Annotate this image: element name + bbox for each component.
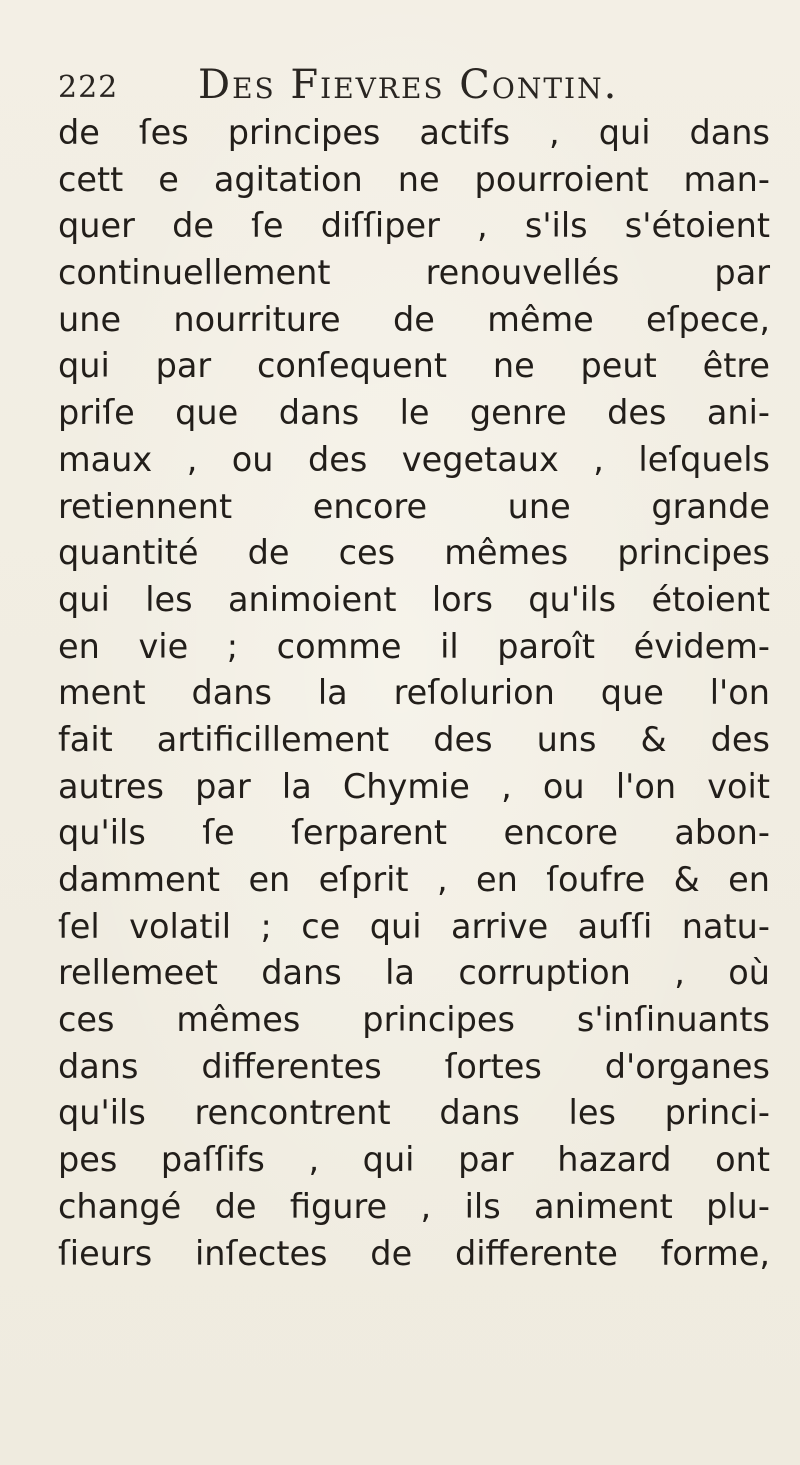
text-line: quer de ſe diſſiper , s'ils s'étoient (58, 206, 770, 246)
text-line: ſieurs inſectes de differente forme, (58, 1233, 770, 1273)
text-line: pes paſſifs , qui par hazard ont (58, 1140, 770, 1180)
text-line: en vie ; comme il paroît évidem- (58, 626, 770, 666)
text-line: une nourriture de même eſpece, (58, 299, 770, 339)
text-line: damment en eſprit , en ſoufre & en (58, 860, 770, 899)
text-line: cett e agitation ne pourroient man- (58, 159, 770, 199)
text-line: ſel volatil ; ce qui arrive auſſi natu- (58, 906, 770, 946)
text-line: qui les animoient lors qu'ils étoient (58, 579, 770, 619)
body-text (58, 110, 770, 1277)
text-line: autres par la Chymie , ou l'on voit (58, 766, 770, 806)
page-header (58, 62, 738, 112)
text-line: qui par conſequent ne peut être (58, 346, 770, 386)
text-line: dans differentes ſortes d'organes (58, 1046, 770, 1086)
text-line: qu'ils ſe ſerparent encore abon- (58, 813, 770, 853)
text-line: ment dans la reſolurion que l'on (58, 673, 770, 713)
text-line: changé de figure , ils animent plu- (58, 1186, 770, 1226)
text-line: maux , ou des vegetaux , leſquels (58, 439, 770, 479)
text-line: rellemeet dans la corruption , où (58, 953, 770, 993)
text-line: de ſes principes actifs , qui dans (58, 113, 770, 152)
text-line: quantité de ces mêmes principes (58, 533, 770, 573)
text-line: continuellement renouvellés par (58, 253, 770, 293)
page-number: 222 (58, 70, 119, 105)
text-line: retiennent encore une grande (58, 486, 770, 526)
text-line: qu'ils rencontrent dans les princi- (58, 1093, 770, 1133)
text-line: fait artificillement des uns & des (58, 719, 770, 759)
running-title: Des Fievres Contin. (198, 62, 619, 108)
text-line: ces mêmes principes s'inſinuants (58, 1000, 770, 1040)
text-line: priſe que dans le genre des ani- (58, 393, 770, 433)
